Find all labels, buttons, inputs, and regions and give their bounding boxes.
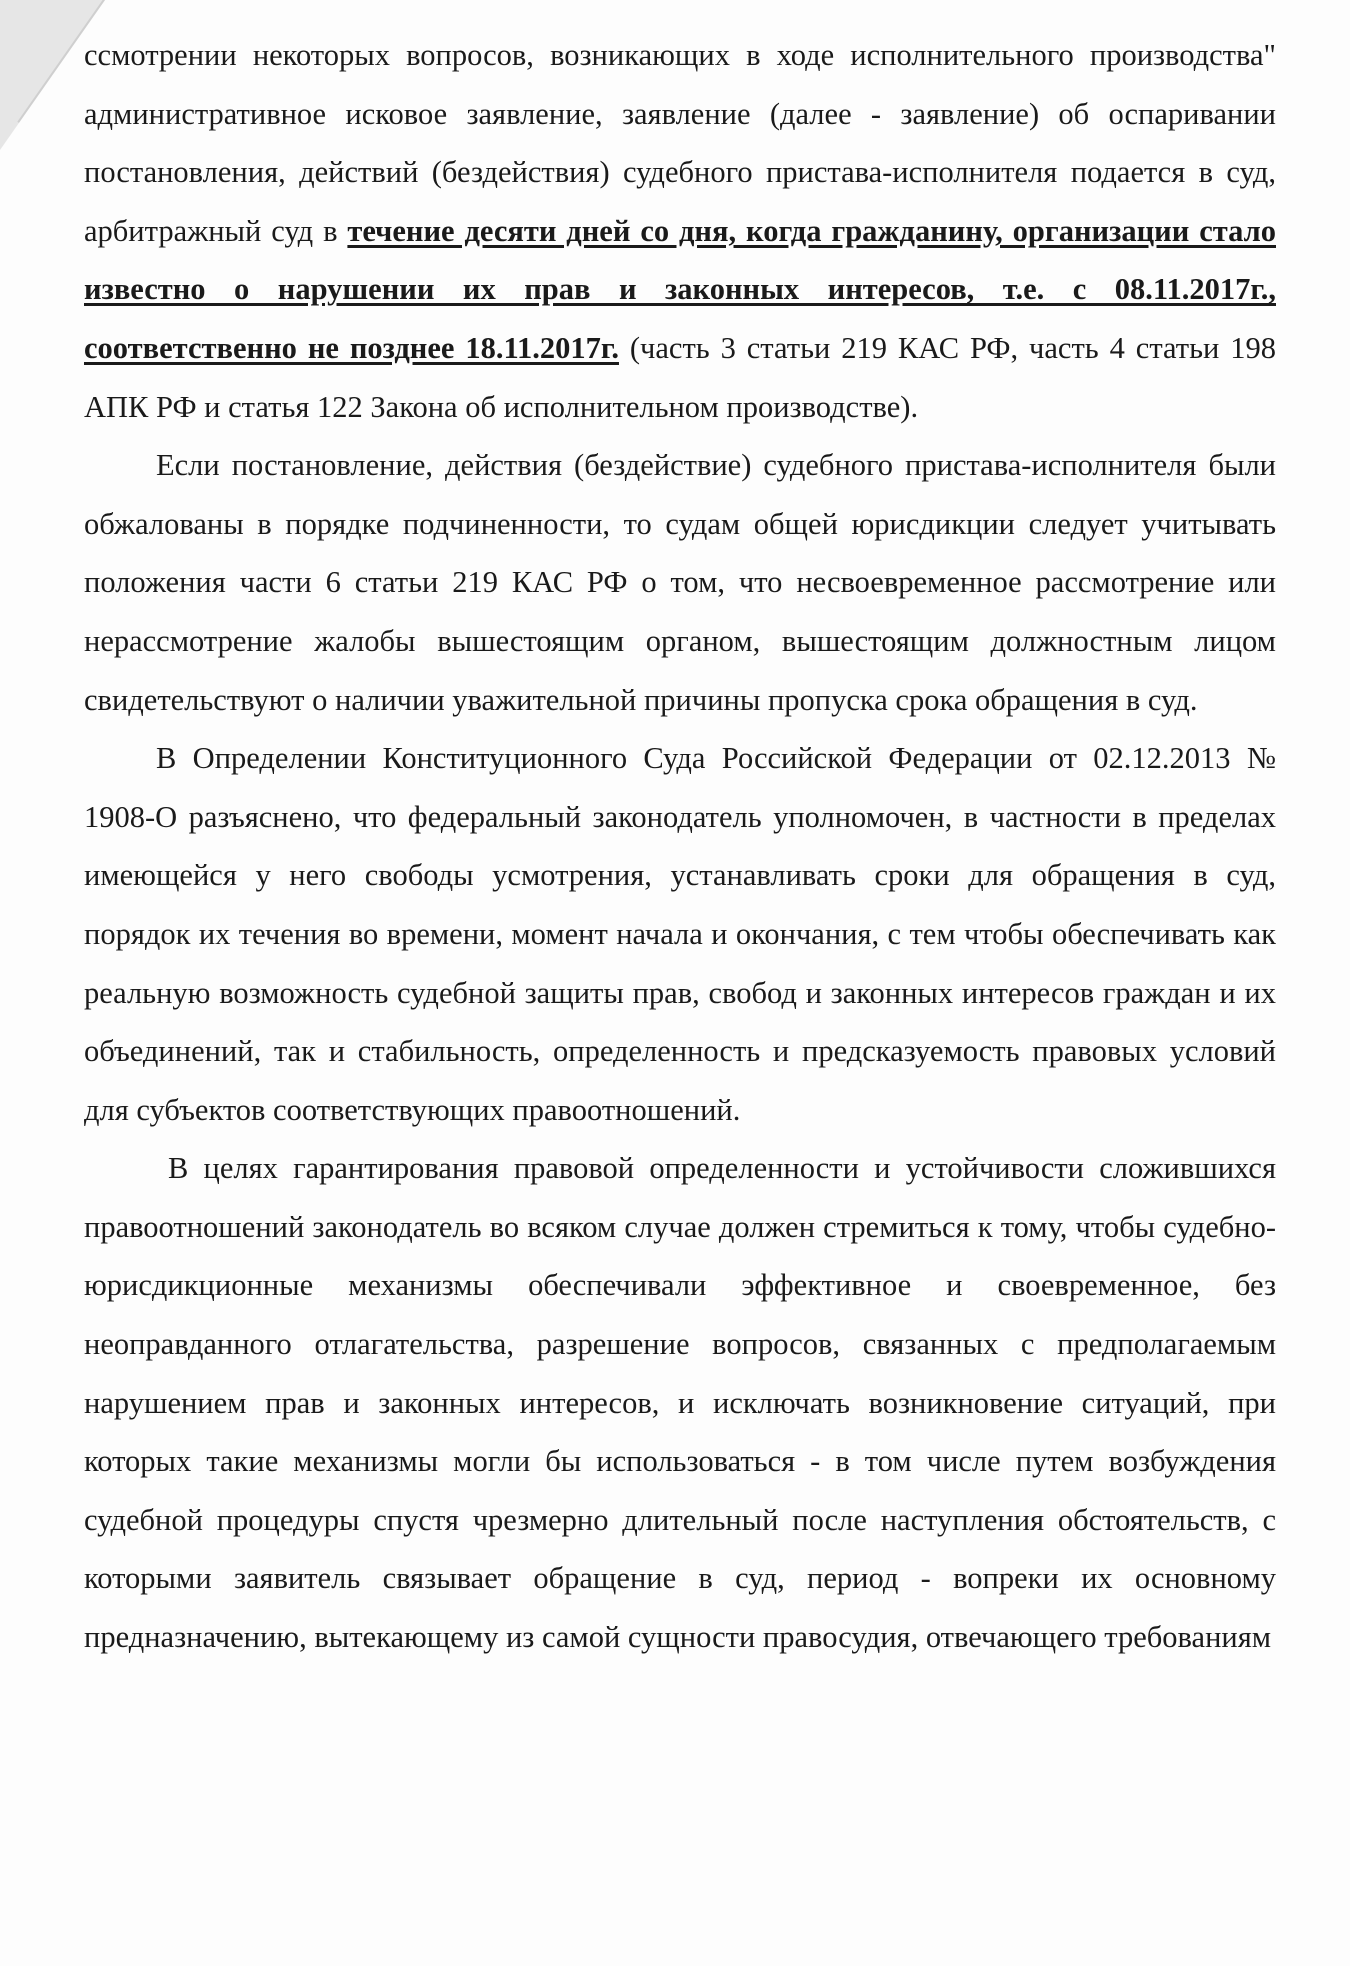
paragraph-deadline-end: (часть 3 статьи 219 КАС РФ, часть 4 статьи 198 АПК РФ и статья 122 Закона об исполнительном производстве). <box>84 330 1276 424</box>
document-body <box>84 26 1276 1667</box>
paragraph-deadline <box>84 26 1276 436</box>
paragraph-deadline-start: ссмотрении некоторых вопросов, возникающих в ходе исполнительного производства" административное исковое заявление, заявление (далее - заявление) об оспаривании постановления, действий (бездействия) судебного пристава-исполнителя подается в суд, арбитражный суд в <box>84 38 1276 248</box>
paragraph-legal-certainty: В целях гарантирования правовой определенности и устойчивости сложившихся правоотношений законодатель во всяком случае должен стремиться к тому, чтобы судебно-юрисдикционные механизмы обеспечивали эффективное и своевременное, без неоправданного отлагательства, разрешение вопросов, связанных с предполагаемым нарушением прав и законных интересов, и исключать возникновение ситуаций, при которых такие механизмы могли бы использоваться - в том числе путем возбуждения судебной процедуры спустя чрезмерно длительный после наступления обстоятельств, с которыми заявитель связывает обращение в суд, период - вопреки их основному предназначению, вытекающему из самой сущности правосудия, отвечающего требованиям <box>84 1151 1276 1655</box>
paragraph-constitutional-court: В Определении Конституционного Суда Российской Федерации от 02.12.2013 № 1908-О разъяснено, что федеральный законодатель уполномочен, в частности в пределах имеющейся у него свободы усмотрения, устанавливать сроки для обращения в суд, порядок их течения во времени, момент начала и окончания, с тем чтобы обеспечивать как реальную возможность судебной защиты прав, свобод и законных интересов граждан и их объединений, так и стабильность, определенность и предсказуемость правовых условий для субъектов соответствующих правоотношений. <box>84 741 1276 1127</box>
deadline-emphasis: течение десяти дней со дня, когда гражданину, организации стало известно о нарушении их прав и законных интересов, т.е. с 08.11.2017г., соответственно не позднее 18.11.2017г. <box>84 213 1276 365</box>
paragraph-appeal: Если постановление, действия (бездействие) судебного пристава-исполнителя были обжалованы в порядке подчиненности, то судам общей юрисдикции следует учитывать положения части 6 статьи 219 КАС РФ о том, что несвоевременное рассмотрение или нерассмотрение жалобы вышестоящим органом, вышестоящим должностным лицом свидетельствуют о наличии уважительной причины пропуска срока обращения в суд. <box>84 448 1276 717</box>
